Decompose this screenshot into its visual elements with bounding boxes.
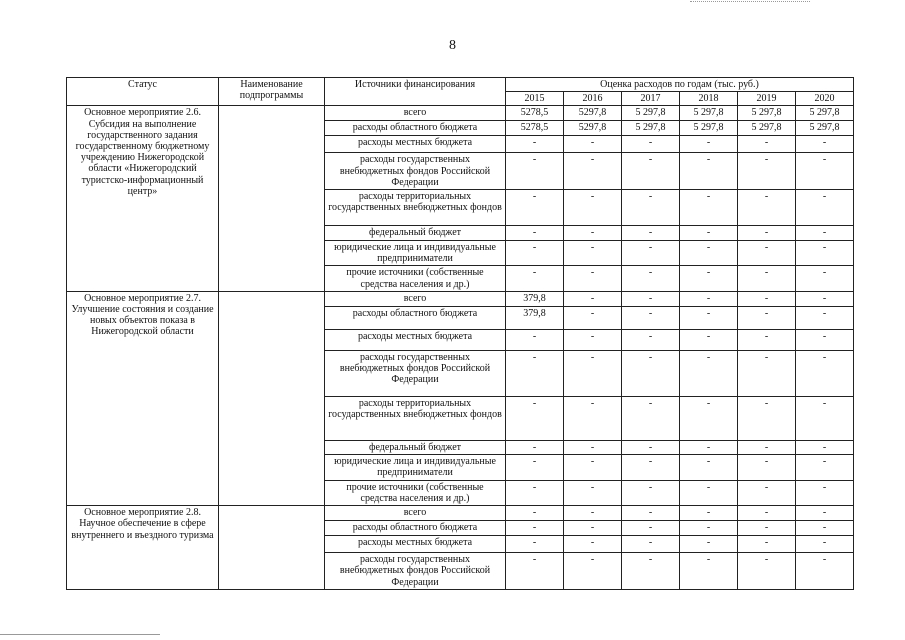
- funding-source: расходы территориальных государственных внебюджетных фондов: [325, 189, 506, 225]
- expense-value: -: [796, 396, 854, 440]
- table-body: [67, 106, 854, 589]
- expense-value: 5 297,8: [738, 106, 796, 121]
- expense-value: -: [796, 225, 854, 240]
- expense-value: -: [622, 240, 680, 265]
- expense-value: -: [622, 506, 680, 521]
- expense-value: -: [622, 440, 680, 454]
- expense-value: -: [796, 189, 854, 225]
- expense-value: -: [506, 553, 564, 590]
- expense-value: 5 297,8: [680, 106, 738, 121]
- expense-value: -: [622, 329, 680, 350]
- expense-value: -: [680, 350, 738, 396]
- funding-source: расходы областного бюджета: [325, 306, 506, 329]
- funding-source: расходы областного бюджета: [325, 121, 506, 136]
- expense-value: -: [680, 136, 738, 153]
- expense-value: -: [738, 521, 796, 536]
- funding-source: всего: [325, 106, 506, 121]
- expense-value: -: [622, 266, 680, 291]
- subprogram-name: [219, 291, 325, 506]
- measure-status: Основное мероприятие 2.8. Научное обеспечение в сфере внутреннего и въездного туризма: [67, 506, 219, 590]
- expense-value: -: [796, 480, 854, 505]
- subprogram-name: [219, 506, 325, 590]
- expense-value: -: [796, 306, 854, 329]
- measure-status: Основное мероприятие 2.6. Субсидия на выполнение государственного задания государственному бюджетному учреждению Нижегородской области «Нижегородский туристско-информационный центр»: [67, 106, 219, 291]
- expense-value: -: [622, 291, 680, 306]
- expense-value: -: [506, 521, 564, 536]
- expense-value: -: [506, 189, 564, 225]
- header-sources: Источники финансирования: [325, 78, 506, 106]
- page-number: 8: [449, 38, 456, 53]
- expense-value: -: [738, 225, 796, 240]
- expense-value: -: [506, 536, 564, 553]
- expense-value: -: [680, 454, 738, 480]
- expense-value: -: [564, 506, 622, 521]
- scan-artifact: [690, 1, 810, 2]
- expense-value: 5 297,8: [622, 121, 680, 136]
- expense-value: -: [738, 350, 796, 396]
- expense-value: -: [796, 291, 854, 306]
- expense-value: -: [738, 189, 796, 225]
- expense-value: -: [564, 553, 622, 590]
- expense-value: -: [738, 291, 796, 306]
- expense-value: -: [564, 350, 622, 396]
- expense-value: 5 297,8: [796, 106, 854, 121]
- expense-value: -: [564, 440, 622, 454]
- expense-value: -: [796, 240, 854, 265]
- expense-value: -: [564, 306, 622, 329]
- expense-value: -: [506, 136, 564, 153]
- expense-value: -: [564, 153, 622, 190]
- expense-value: -: [738, 454, 796, 480]
- expense-value: -: [738, 306, 796, 329]
- expense-value: -: [738, 240, 796, 265]
- expense-value: 5 297,8: [622, 106, 680, 121]
- expense-value: -: [680, 329, 738, 350]
- expense-value: -: [738, 266, 796, 291]
- expense-value: -: [564, 240, 622, 265]
- expense-value: -: [796, 553, 854, 590]
- expense-value: -: [564, 291, 622, 306]
- expense-value: 5278,5: [506, 106, 564, 121]
- expense-value: -: [738, 136, 796, 153]
- expense-value: -: [564, 189, 622, 225]
- funding-source: расходы государственных внебюджетных фондов Российской Федерации: [325, 153, 506, 190]
- expense-value: -: [680, 440, 738, 454]
- expense-value: -: [564, 480, 622, 505]
- expense-value: 379,8: [506, 306, 564, 329]
- expense-value: -: [738, 396, 796, 440]
- expense-value: -: [506, 329, 564, 350]
- funding-source: прочие источники (собственные средства населения и др.): [325, 266, 506, 291]
- expense-value: -: [796, 521, 854, 536]
- expense-value: -: [622, 225, 680, 240]
- funding-source: прочие источники (собственные средства населения и др.): [325, 480, 506, 505]
- expense-value: 5 297,8: [680, 121, 738, 136]
- expense-value: -: [680, 553, 738, 590]
- expense-value: -: [796, 454, 854, 480]
- expense-value: -: [564, 225, 622, 240]
- expense-value: -: [622, 536, 680, 553]
- budget-table: [66, 77, 854, 590]
- measure-status: Основное мероприятие 2.7. Улучшение состояния и создание новых объектов показа в Нижегородской области: [67, 291, 219, 506]
- expense-value: -: [506, 350, 564, 396]
- header-row: [67, 78, 854, 92]
- funding-source: федеральный бюджет: [325, 225, 506, 240]
- expense-value: -: [506, 225, 564, 240]
- expense-value: -: [680, 480, 738, 505]
- expense-value: -: [622, 553, 680, 590]
- expense-value: -: [738, 329, 796, 350]
- expense-value: -: [796, 506, 854, 521]
- expense-value: -: [680, 153, 738, 190]
- expense-value: -: [738, 553, 796, 590]
- expense-value: 5297,8: [564, 106, 622, 121]
- expense-value: -: [796, 153, 854, 190]
- expense-value: -: [506, 153, 564, 190]
- expense-value: -: [796, 266, 854, 291]
- expense-value: -: [680, 189, 738, 225]
- expense-value: -: [506, 454, 564, 480]
- expense-value: -: [680, 291, 738, 306]
- expense-value: -: [564, 396, 622, 440]
- table-row: [67, 291, 854, 306]
- expense-value: -: [622, 306, 680, 329]
- funding-source: всего: [325, 506, 506, 521]
- expense-value: -: [796, 329, 854, 350]
- expense-value: -: [738, 506, 796, 521]
- funding-source: расходы областного бюджета: [325, 521, 506, 536]
- expense-value: -: [796, 440, 854, 454]
- expense-value: -: [680, 536, 738, 553]
- expense-value: -: [680, 506, 738, 521]
- funding-source: расходы местных бюджета: [325, 536, 506, 553]
- expense-value: -: [622, 454, 680, 480]
- header-year: 2015: [506, 92, 564, 106]
- expense-value: -: [506, 396, 564, 440]
- funding-source: расходы государственных внебюджетных фондов Российской Федерации: [325, 350, 506, 396]
- expense-value: -: [564, 521, 622, 536]
- expense-value: -: [564, 266, 622, 291]
- expense-value: -: [796, 536, 854, 553]
- expense-value: 5278,5: [506, 121, 564, 136]
- funding-source: расходы местных бюджета: [325, 136, 506, 153]
- header-year: 2017: [622, 92, 680, 106]
- funding-source: расходы государственных внебюджетных фондов Российской Федерации: [325, 553, 506, 590]
- header-year: 2019: [738, 92, 796, 106]
- funding-source: расходы территориальных государственных внебюджетных фондов: [325, 396, 506, 440]
- expense-value: -: [680, 225, 738, 240]
- expense-value: -: [738, 153, 796, 190]
- table-row: [67, 506, 854, 521]
- header-subprogram: Наименование подпрограммы: [219, 78, 325, 106]
- expense-value: -: [796, 350, 854, 396]
- expense-value: -: [506, 240, 564, 265]
- expense-value: -: [506, 480, 564, 505]
- expense-value: -: [622, 521, 680, 536]
- funding-source: всего: [325, 291, 506, 306]
- expense-value: -: [622, 396, 680, 440]
- expense-value: -: [738, 440, 796, 454]
- expense-value: -: [622, 153, 680, 190]
- expense-value: 5297,8: [564, 121, 622, 136]
- expense-value: -: [506, 266, 564, 291]
- expense-value: -: [622, 480, 680, 505]
- expense-value: -: [622, 350, 680, 396]
- header-year: 2016: [564, 92, 622, 106]
- expense-value: -: [564, 329, 622, 350]
- header-estimate: Оценка расходов по годам (тыс. руб.): [506, 78, 854, 92]
- header-year: 2020: [796, 92, 854, 106]
- expense-value: -: [564, 536, 622, 553]
- expense-value: -: [564, 454, 622, 480]
- expense-value: -: [680, 521, 738, 536]
- expense-value: -: [738, 480, 796, 505]
- expense-value: -: [680, 306, 738, 329]
- expense-value: -: [622, 189, 680, 225]
- expense-value: -: [680, 396, 738, 440]
- subprogram-name: [219, 106, 325, 291]
- expense-value: 5 297,8: [796, 121, 854, 136]
- expense-value: -: [506, 440, 564, 454]
- expense-value: -: [622, 136, 680, 153]
- scan-artifact: [0, 634, 160, 635]
- header-status: Статус: [67, 78, 219, 106]
- funding-source: юридические лица и индивидуальные предприниматели: [325, 454, 506, 480]
- funding-source: федеральный бюджет: [325, 440, 506, 454]
- table-row: [67, 106, 854, 121]
- expense-value: 379,8: [506, 291, 564, 306]
- header-year: 2018: [680, 92, 738, 106]
- expense-value: -: [506, 506, 564, 521]
- funding-source: расходы местных бюджета: [325, 329, 506, 350]
- funding-source: юридические лица и индивидуальные предприниматели: [325, 240, 506, 265]
- expense-value: 5 297,8: [738, 121, 796, 136]
- expense-value: -: [680, 266, 738, 291]
- expense-value: -: [796, 136, 854, 153]
- expense-value: -: [680, 240, 738, 265]
- expense-value: -: [564, 136, 622, 153]
- expense-value: -: [738, 536, 796, 553]
